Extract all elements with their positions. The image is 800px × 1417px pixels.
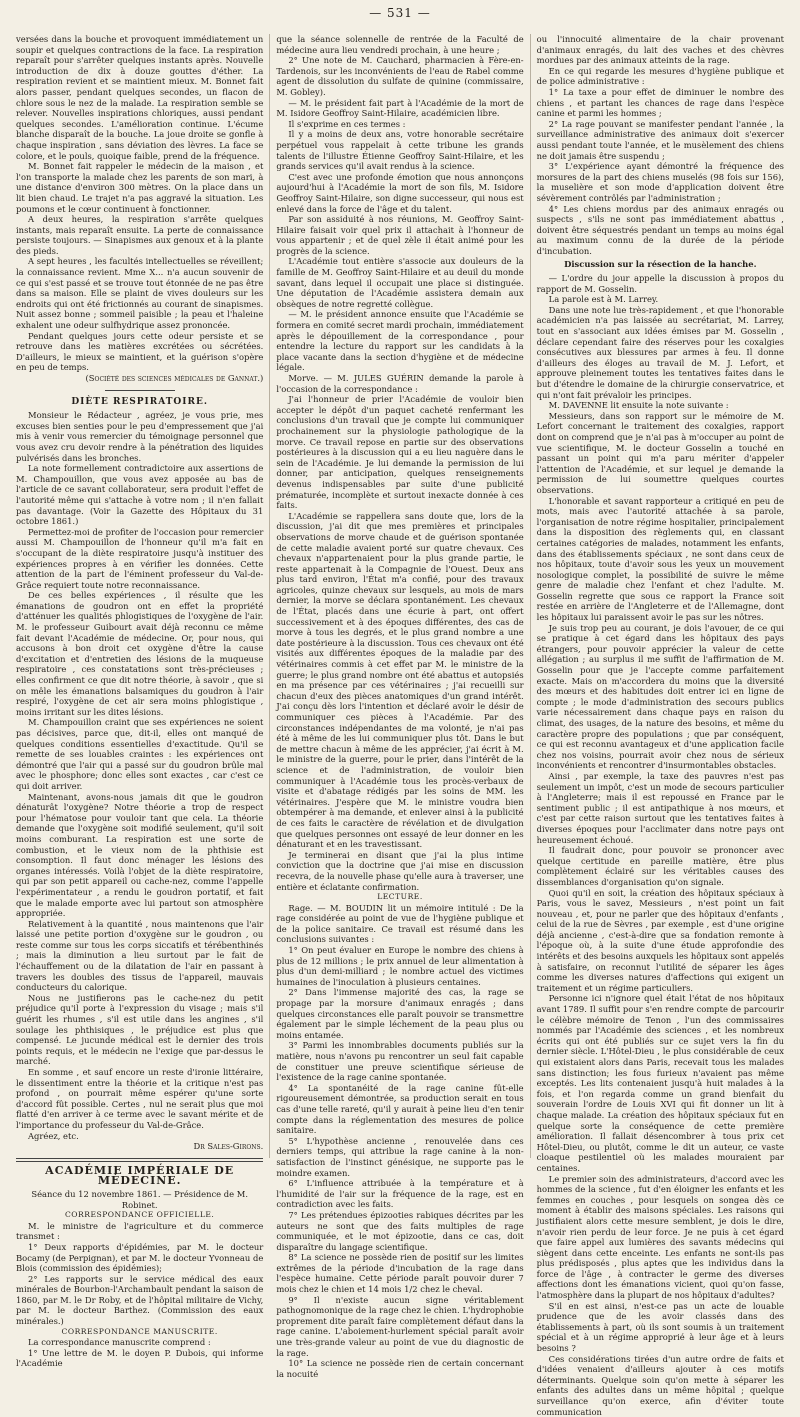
paragraph: Je suis trop peu au courant, je dois l'avouer, de ce qui se pratique à cet égard dans les hôpitaux des pays étrangers, pour pouvoir apprécier la valeur de cette allégation ; au surplus il me suffit de l'affirmation de M. Gosselin pour que je l'accepte comme parfaitement exacte. Mais on m'accordera du moins que la diversité des mœurs et des habitudes doit entrer ici en ligne de compte ; le mode d'administration des secours publics varie nécessairement dans chaque pays en raison du climat, des usages, de la nature des besoins, et même du caractère propre des populations ; que par conséquent, ce qui est reconnu avantageux et d'une application facile chez nos voisins, pourrait avoir chez nous de sérieux inconvénients et rencontrer d'insurmontables obstacles. (536, 622, 784, 771)
paragraph: 8° La science ne possède rien de positif sur les limites extrêmes de la période d'incubation de la rage dans l'espèce humaine. Cette période paraît pouvoir durer 7 mois chez le chien et 14 mois 1/2 chez le cheval. (276, 1252, 524, 1295)
paragraph: L'Académie se rappellera sans doute que, lors de la discussion, j'ai dit que mes premières et principales observations de morve chaude et de guérison spontanée de cette maladie avaient porté sur quatre chevaux. Ces chevaux n'appartenaient pour la plus grande partie, le reste appartenait à la Compagnie de l'Ouest. Deux ans plus tard environ, l'État m'a confié, pour des travaux agricoles, quinze chevaux sur lesquels, au mois de mars dernier, la morve se déclara spontanément. Les chevaux de l'État, placés dans une écurie à part, ont offert successivement et à des époques différentes, des cas de morve à tous les degrés, et le plus grand nombre a une date postérieure à la discussion. Tous ces chevaux ont été visités aux différentes époques de la maladie par des vétérinaires commis à cet effet par M. le ministre de la guerre; le plus grand nombre ont été abattus et autopsiés en ma présence par ces vétérinaires ; j'ai recueilli sur chacun d'eux des pièces anatomiques d'un grand intérêt. J'ai conçu dès lors l'intention et déclaré avoir le désir de communiquer ces pièces à l'Académie. Par des circonstances indépendantes de ma volonté, je n'ai pas été à même de les lui communiquer plus tôt. Dans le but de mettre chacun à même de les apprécier, j'ai écrit à M. le ministre de la guerre, pour le prier, dans l'intérêt de la science et de l'administration, de vouloir bien communiquer à l'Académie tous les procès-verbaux de visite et d'abatage rédigés par les soins de MM. les vétérinaires. J'espère que M. le ministre voudra bien obtempérer à ma demande, et enlever ainsi à la publicité de ces faits le caractère de révélation et de divulgation que quelques personnes ont essayé de leur donner en les dénaturant et en les travestissant. (276, 510, 524, 850)
paragraph: 4° Les chiens mordus par des animaux enragés ou suspects , s'ils ne sont pas immédiatement abattus , doivent être séquestrés pendant un temps au moins égal au maximum connu de la durée de la période d'incubation. (536, 203, 784, 256)
paragraph: De ces belles expériences , il résulte que les émanations de goudron ont en effet la propriété d'atténuer les qualités phlogistiques de l'oxygène de l'air. M. le professeur Guibourt avait déjà reconnu ce même fait devant l'Académie de médecine. Or, pour nous, qui accusons à bon droit cet oxygène d'être la cause d'excitation et d'entretien des lésions de la muqueuse respiratoire , ces constatations sont très-précieuses ; elles confirment ce que dit notre théorie, à savoir , que si on mêle les émanations balsamiques du goudron à l'air respiré, l'oxygène de cet air sera moins phlogistique , moins irritant sur les dites lésions. (16, 590, 264, 717)
paragraph: versées dans la bouche et provoquent immédiatement un soupir et quelques contractions de la face. La respiration reparaît pour s'arrêter quelques instants après. Nouvelle introduction de dix à douze gouttes d'éther. La respiration revient et se maintient mieux. M. Bonnet fait alors passer, pendant quelques secondes, un flacon de chlore sous le nez de la malade. La respiration semble se relever. Nouvelles inspirations chloriques, aussi pendant quelques secondes. L'amélioration continue. L'écume blanche disparaît de la bouche. La joue droite se gonfle à chaque inspiration , sans déviation des lèvres. La face se colore, et le pouls, quoique faible, prend de la fréquence. (16, 34, 264, 161)
paragraph: 2° Dans l'immense majorité des cas, la rage se propage par la morsure d'animaux enragés ; dans quelques circonstances elle paraît pouvoir se transmettre également par le simple léchement de la peau plus ou moins entamée. (276, 987, 524, 1040)
paragraph: — M. le président annonce ensuite que l'Académie se formera en comité secret mardi prochain, immédiatement après le dépouillement de la correspondance , pour entendre la lecture du rapport sur les candidats à la place vacante dans la section d'hygiène et de médecine légale. (276, 309, 524, 373)
paragraph: Par son assiduité à nos réunions, M. Geoffroy Saint-Hilaire faisait voir quel prix il attachait à l'honneur de vous appartenir ; et de quel zèle il était animé pour les progrès de la science. (276, 214, 524, 256)
paragraph: 3° Parmi les innombrables documents publiés sur la matière, nous n'avons pu rencontrer un seul fait capable de constituer une preuve scientifique sérieuse de l'existence de la rage canine spontanée. (276, 1040, 524, 1083)
paragraph: M. DAVENNE lit ensuite la note suivante : (548, 400, 729, 411)
paragraph: Ces considérations tirées d'un autre ordre de faits et d'idées venaient d'ailleurs ajouter à ces motifs déterminants. Quelque soin qu'on mette à séparer les enfants des adultes dans un même hôpital ; quelque surveillance qu'on exerce, afin d'éviter toute communication (536, 1353, 784, 1417)
signature: Dr Sales-Girons. (193, 1141, 264, 1152)
paragraph: 5° L'hypothèse ancienne , renouvelée dans ces derniers temps, qui attribue la rage canine à la non-satisfaction de l'instinct génésique, ne supporte pas le moindre examen. (276, 1135, 524, 1178)
paragraph: 9° Il n'existe aucun signe véritablement pathognomonique de la rage chez le chien. L'hydrophobie proprement dite paraît faire complètement défaut dans la rage canine. L'aboiement-hurlement spécial paraît avoir une très-grande valeur au point de vue du diagnostic de la rage. (276, 1294, 524, 1358)
paragraph: Ainsi , par exemple, la taxe des pauvres n'est pas seulement un impôt, c'est un mode de secours particulier à l'Angleterre; mais il est repoussé en France par le sentiment public ; il est antipathique à nos mœurs, et c'est par cette raison surtout que les tentatives faites à diverses époques pour l'acclimater dans notre pays ont heureusement échoué. (536, 770, 784, 845)
paragraph: Le premier soin des administrateurs, d'accord avec les hommes de la science , fut d'en éloigner les enfants et les femmes en couches , pour lesquels on songea dès ce moment à établir des maisons spéciales. Les raisons qui justifiaient alors cette mesure semblent, je dois le dire, n'avoir rien perdu de leur force. Je ne puis à cet égard que faire appel aux lumières des savants médecins qui siègent dans cette enceinte. Les enfants ne sont-ils pas plus prédisposés , plus aptes que les individus dans la force de l'âge , à contracter le germe des diverses affections dont les émanations vicient, quoi qu'on fasse, l'atmosphère dans la plupart de nos hôpitaux d'adultes? (536, 1173, 784, 1301)
columns (10, 34, 790, 1417)
paragraph: M. Bonnet fait rappeler le médecin de la maison , et l'on transporte la malade chez les parents de son mari, à une distance d'environ 300 mètres. On la place dans un lit bien chaud. Le trajet n'a pas aggravé la situation. Les poumons et le cœur continuent à fonctionner. (16, 161, 264, 214)
paragraph: 7° Les prétendues épizooties rabiques décrites par les auteurs ne sont que des faits multiples de rage communiquée, et le mot épizootie, dans ce cas, doit disparaître du langage scientifique. (276, 1209, 524, 1252)
paragraph: En ce qui regarde les mesures d'hygiène publique et de police administrative : (536, 65, 784, 87)
paragraph: En somme , et sauf encore un reste d'ironie littéraire, le dissentiment entre la théorie et la critique n'est pas profond , on pourrait même espérer qu'une sorte d'accord fût possible. Certes , nul ne serait plus que moi flatté d'en arriver à ce terme avec le savant mérite et de l'importance du professeur du Val-de-Grâce. (16, 1067, 264, 1130)
paragraph: — M. le président fait part à l'Académie de la mort de M. Isidore Geoffroy Saint-Hilaire, académicien libre. (276, 97, 524, 119)
section-title: DIÈTE RESPIRATOIRE. (71, 396, 208, 407)
paragraph: Il faudrait donc, pour pouvoir se prononcer avec quelque certitude en pareille matière, être plus complètement éclairé sur les véritables causes des dissemblances d'organisation qu'on signale. (536, 845, 784, 887)
paragraph: 3° L'expérience ayant démontré la fréquence des morsures de la part des chiens muselés (98 fois sur 156), la muselière et son mode d'application doivent être sévèrement contrôlés par l'administration ; (536, 161, 784, 203)
paragraph: ou l'innocuité alimentaire de la chair provenant d'animaux enragés, du lait des vaches et des chèvres mordues par des animaux atteints de la rage. (536, 34, 784, 66)
paragraph: Maintenant, avons-nous jamais dit que le goudron dénaturât l'oxygène? Notre théorie a trop de respect pour l'hématose pour vouloir tant que cela. La théorie demande que l'oxygène soit modifié seulement, qu'il soit moins comburant. La respiration est une sorte de combustion, et le vieux nom de la phthisie est consomption. Il faut donc ménager les lésions des organes intéressés. Voilà l'objet de la diète respiratoire, qui par son petit appareil ou cache-nez, comme l'appelle l'expérimentateur , a rendu le goudron portatif, et fait que le malade emporte avec lui partout son atmosphère appropriée. (16, 791, 264, 919)
paragraph: 2° La rage pouvant se manifester pendant l'année , la surveillance administrative des animaux doit s'exercer aussi pendant toute l'année, et le musèlement des chiens ne doit jamais être suspendu ; (536, 118, 784, 161)
paragraph: Monsieur le Rédacteur , agréez, je vous prie, mes excuses bien senties pour le peu d'empressement que j'ai mis à venir vous remercier du témoignage personnel que vous avez cru devoir rendre à la pénétration des liquides pulvérisés dans les bronches. (16, 410, 264, 463)
paragraph: que la séance solennelle de rentrée de la Faculté de médecine aura lieu vendredi prochain, à une heure ; (276, 34, 524, 55)
paragraph: La parole est à M. Larrey. (548, 294, 659, 305)
subsection-title: LECTURE. (377, 892, 423, 902)
paragraph: A deux heures, la respiration s'arrête quelques instants, mais reparaît ensuite. La perte de connaissance persiste toujours. — Sinapismes aux genoux et à la plante des pieds. (16, 214, 264, 256)
paragraph: Permettez-moi de profiter de l'occasion pour remercier aussi M. Champouillon de l'honneur qu'il m'a fait en s'occupant de la diète respiratoire jusqu'à instituer des expériences propres à en vérifier les données. Cette attention de la part de l'éminent professeur du Val-de-Grâce requiert toute notre reconnaissance. (16, 526, 264, 590)
paragraph: Quoi qu'il en soit, la création des hôpitaux spéciaux à Paris, vous le savez, Messieurs , n'est point un fait nouveau , et, pour ne parler que des hôpitaux d'enfants , celui de la rue de Sèvres , par exemple , est d'une origine déjà ancienne , c'est-à-dire que sa fondation remonte à l'époque où, à la suite d'une étude approfondie des intérêts et des besoins auxquels les hôpitaux sont appelés à satisfaire, on reconnut l'utilité de séparer les âges comme les diverses natures d'affections qui exigent un traitement et un régime particuliers. (536, 887, 784, 993)
paragraph: Agréez, etc. (28, 1130, 79, 1141)
subsection-title: CORRESPONDANCE OFFICIELLE. (64, 1210, 215, 1220)
paragraph: 6° L'influence attribuée à la température et à l'humidité de l'air sur la fréquence de la rage, est en contradiction avec les faits. (276, 1178, 524, 1210)
paragraph: 2° Une note de M. Cauchard, pharmacien à Fère-en-Tardenois, sur les inconvénients de l'eau de Rabel comme agent de dissolution du sulfate de quinine (commissaire, M. Gobley). (276, 55, 524, 97)
paragraph: Nous ne justifierons pas le cache-nez du petit préjudice qu'il porte à l'expression du visage ; mais s'il guérit les rhumes , s'il est utile dans les angines , s'il soulage les phthisiques , le préjudice est plus que compensé. Le jucunde médical est le dernier des trois points requis, et le médecin ne l'exige que par-dessus le marché. (16, 992, 264, 1067)
column-1 (10, 34, 269, 1369)
paragraph: Je terminerai en disant que j'ai la plus intime conviction que la doctrine que j'ai mise en discussion recevra, de la nouvelle phase qu'elle aura à traverser, une entière et éclatante confirmation. (276, 849, 524, 892)
subsection-title: CORRESPONDANCE MANUSCRITE. (61, 1326, 218, 1336)
column-2 (269, 34, 529, 1379)
paragraph: Pendant quelques jours cette odeur persiste et se retrouve dans les matières excrétées ou sécrétées. D'ailleurs, le mieux se maintient, et la guérison s'opère en peu de temps. (16, 330, 264, 373)
paragraph: L'honorable et savant rapporteur a critiqué en peu de mots, mais avec l'autorité attachée à sa parole, l'organisation de notre régime hospitalier, principalement dans la disposition des règlements qui, en classant certaines catégories de malades, notamment les enfants, dans des établissements spéciaux , ne sont dans ceux de nos hôpitaux, toute d'avoir sous les yeux un mouvement nosologique complet, la possibilité de suivre le même genre de maladie chez l'enfant et chez l'adulte. M. Gosselin regrette que sous ce rapport la France soit restée en arrière de l'Angleterre et de l'Allemagne, dont les hôpitaux lui paraissent avoir le pas sur les nôtres. (536, 495, 784, 623)
paragraph: S'il en est ainsi, n'est-ce pas un acte de louable prudence que de les avoir classés dans des établissements à part, où ils sont soumis à un traitement spécial et à un régime approprié à leur âge et à leurs besoins ? (536, 1300, 784, 1354)
paragraph: 1° On peut évaluer en Europe le nombre des chiens à plus de 12 millions ; le prix annuel de leur alimentation à plus d'un demi-milliard ; le nombre actuel des victimes humaines de l'inoculation à plusieurs centaines. (276, 945, 524, 987)
double-divider (16, 1158, 263, 1162)
paragraph: 2° Les rapports sur le service médical des eaux minérales de Bourbon-l'Archambault pendant la saison de 1860, par M. le Dr Roby, et de l'hôpital militaire de Vichy, par M. le docteur Barthez. (Commission des eaux minérales.) (16, 1273, 264, 1327)
page-number: — 531 — (369, 6, 431, 20)
paragraph: M. le ministre de l'agriculture et du commerce transmet : (16, 1220, 264, 1242)
source-citation: (Société des sciences médicales de Gannat.) (85, 373, 264, 383)
paragraph: 1° Une lettre de M. le doyen P. Dubois, qui informe l'Académie (16, 1347, 264, 1369)
paragraph: Il s'exprime en ces termes : (288, 118, 406, 129)
paragraph: La correspondance manuscrite comprend : (28, 1337, 211, 1348)
paragraph: L'Académie tout entière s'associe aux douleurs de la famille de M. Geoffroy Saint-Hilaire et au deuil du monde savant, dans lequel il occupait une place si distinguée. Une députation de l'Académie assistera demain aux obsèques de notre regretté collègue. (276, 256, 524, 309)
subsection-title: Discussion sur la résection de la hanche. (564, 259, 757, 270)
column-3 (530, 34, 790, 1417)
paragraph: 1° La taxe a pour effet de diminuer le nombre des chiens , et partant les chances de rage dans l'espèce canine et parmi les hommes ; (536, 86, 784, 119)
paragraph: Rage. — M. BOUDIN lit un mémoire intitulé : De la rage considérée au point de vue de l'hygiène publique et de la police sanitaire. Ce travail est résumé dans les conclusions suivantes : (276, 902, 524, 945)
paragraph: — L'ordre du jour appelle la discussion à propos du rapport de M. Gosselin. (536, 273, 784, 294)
section-title: ACADÉMIE IMPÉRIALE DE MÉDECINE. (45, 1163, 235, 1188)
paragraph: 1° Deux rapports d'épidémies, par M. le docteur Bocamy (de Perpignan), et par M. le docteur Yvonneau de Blois (commission des épidémies); (16, 1241, 264, 1274)
paragraph: A sept heures , les facultés intellectuelles se réveillent; la connaissance revient. Mme X... n'a aucun souvenir de ce qui s'est passé et se trouve tout étonnée de ne pas être dans sa maison. Elle se plaint de vives douleurs sur les endroits qui ont été frictionnés au courant de sinapismes. Nuit assez bonne ; sommeil paisible ; la peau et l'haleine exhalent une odeur sulfhydrique assez prononcée. (16, 256, 264, 331)
paragraph: Dans une note lue très-rapidement , et que l'honorable académicien n'a pas laissée au secrétariat, M. Larrey, tout en s'associant aux idées émises par M. Gosselin , déclare cependant faire des réserves pour les coxalgies consécutives aux blessures par armes à feu. Il donne d'ailleurs des éloges au travail de M. J. Lefort, et approuve pleinement toutes les tentatives faites dans le but d'étendre le domaine de la chirurgie conservatrice, et qui n'ont fait prévaloir les principes. (536, 304, 784, 400)
paragraph: Personne ici n'ignore quel était l'état de nos hôpitaux avant 1789. Il suffit pour s'en rendre compte de parcourir le célèbre mémoire de Tenon , l'un des commissaires nommés par l'Académie des sciences , et les nombreux écrits qui ont été publiés sur ce sujet vers la fin du dernier siècle. L'Hôtel-Dieu , le plus considérable de ceux qui existaient alors dans Paris, recevait tous les malades sans distinction; les fous furieux n'avaient pas même exceptés. Les lits contenaient jusqu'à huit malades à la fois, et l'on regarda comme un grand bienfait du souverain l'ordre de Louis XVI qui fit donner un lit à chaque malade. La création des hôpitaux spéciaux fut en quelque sorte la conséquence de cette première amélioration. Il fallait désencombrer à tous prix cet Hôtel-Dieu, ou plutôt, comme le dit un auteur, ce vaste cloaque pestilentiel où les malades mouraient par centaines. (536, 993, 784, 1173)
session-line: Séance du 12 novembre 1861. — Présidence de M. Robinet. (31, 1188, 248, 1210)
paragraph: La note formellement contradictoire aux assertions de M. Champouillon, que vous avez apposée au bas de l'article de ce savant collaborateur, sera produit l'effet de l'autorité même qui s'attache à votre nom ; il n'en fallait pas davantage. (Voir la Gazette des Hôpitaux du 31 octobre 1861.) (16, 463, 264, 527)
divider (105, 390, 175, 391)
paragraph: C'est avec une profonde émotion que nous annonçons aujourd'hui à l'Académie la mort de son fils, M. Isidore Geoffroy Saint-Hilaire, son digne successeur, qui nous est enlevé dans la force de l'âge et du talent. (276, 171, 524, 214)
paragraph: 10° La science ne possède rien de certain concernant la nocuité (276, 1358, 524, 1379)
paragraph: Morve. — M. JULES GUÉRIN demande la parole à l'occasion de la correspondance : (276, 373, 524, 394)
paragraph: Il y a moins de deux ans, votre honorable secrétaire perpétuel vous rappelait à cette tribune les grands talents de l'illustre Étienne Geoffroy Saint-Hilaire, et les grands services qu'il avait rendus à la science. (276, 129, 524, 172)
paragraph: M. Champouillon craint que ses expériences ne soient pas décisives, parce que, dit-il, elles ont manqué de quelques conditions essentielles d'exactitude. Qu'il se remette de ses louables craintes : les expériences ont démontré que l'air qui a passé sur du goudron brûle mal avec le phosphore; donc elles sont exactes , car c'est ce qui doit arriver. (16, 717, 264, 791)
paragraph: Relativement à la quantité , nous maintenons que l'air laissé une petite portion d'oxygène sur le goudron , ou reste comme sur tous les corps siccatifs et térébenthinés ; mais la diminution a lieu surtout par le fait de l'échauffement ou de la dilatation de l'air en passant à travers les doubles des tissus de l'appareil, mauvais conducteurs du calorique. (16, 918, 264, 993)
paragraph: Messieurs, dans son rapport sur le mémoire de M. Lefort concernant le traitement des coxalgies, rapport dont on comprend que je n'ai pas à m'occuper au point de vue scientifique, M. le docteur Gosselin a touché en passant un point qui m'a paru mériter d'appeler l'attention de l'Académie, et sur lequel je demande la permission de lui soumettre quelques courtes observations. (536, 410, 784, 495)
paragraph: 4° La spontanéité de la rage canine fût-elle rigoureusement démontrée, sa production serait en tous cas d'une telle rareté, qu'il y aurait à peine lieu d'en tenir compte dans la réglementation des mesures de police sanitaire. (276, 1082, 524, 1136)
paragraph: J'ai l'honneur de prier l'Académie de vouloir bien accepter le dépôt d'un paquet cacheté renfermant les conclusions d'un travail que je compte lui communiquer prochainement sur la physiologie pathologique de la morve. Ce travail repose en partie sur des observations postérieures à la discussion qui a eu lieu naguère dans le sein de l'Académie. Je lui demande la permission de lui donner, par anticipation, quelques renseignements devenus indispensables par suite d'une publicité prématurée, incomplète et surtout inexacte donnée à ces faits. (276, 394, 524, 511)
